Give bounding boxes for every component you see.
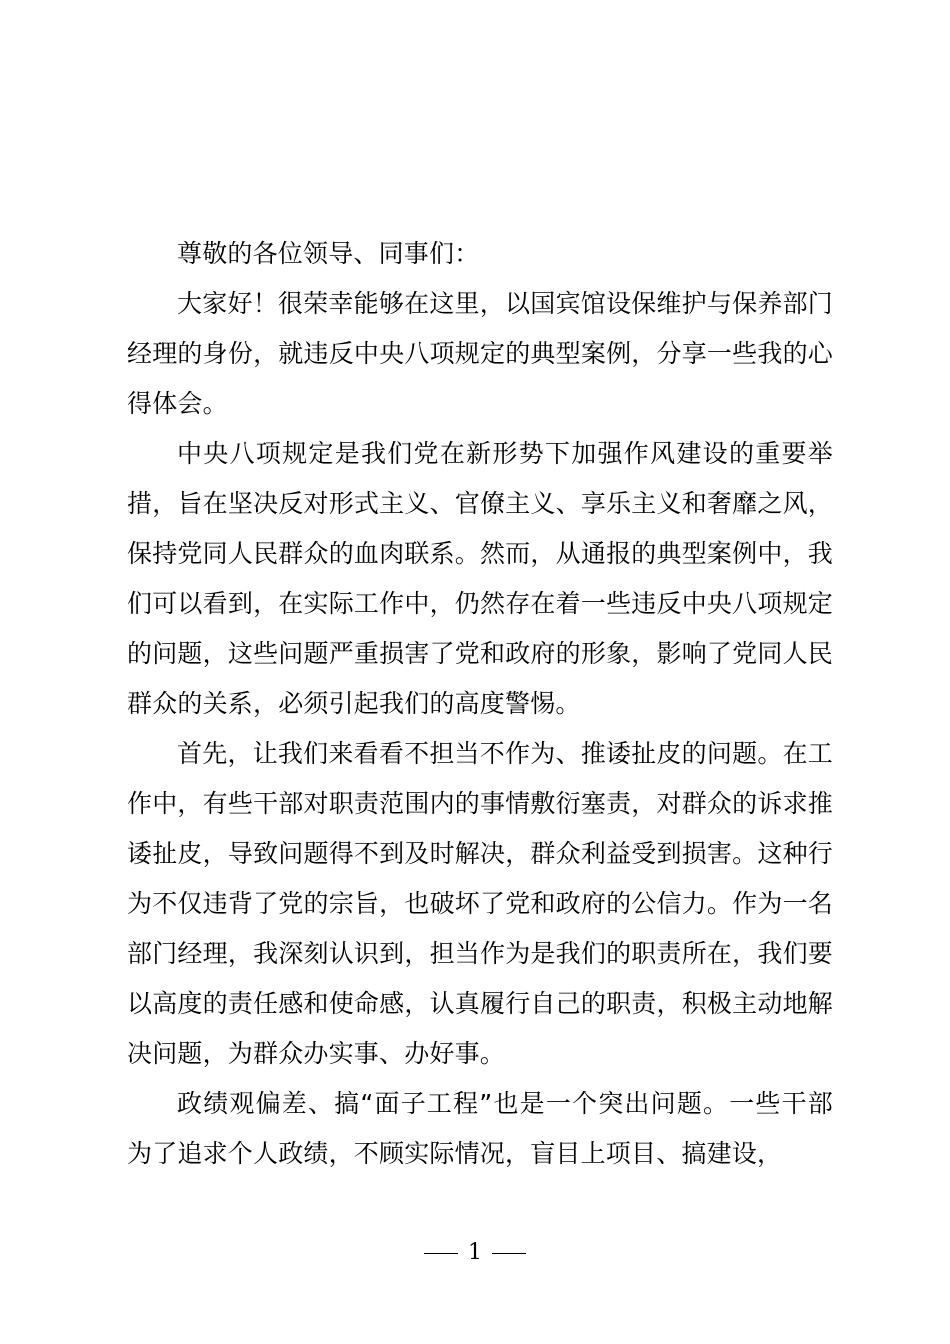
page-number: 1 [468, 1240, 482, 1265]
document-body [127, 229, 833, 1179]
paragraph-eight-rules: 中央八项规定是我们党在新形势下加强作风建设的重要举措，旨在坚决反对形式主义、官僚主义、享乐主义和奢靡之风，保持党同人民群众的血肉联系。然而，从通报的典型案例中，我们可以看到，在实际工作中，仍然存在着一些违反中央八项规定的问题，这些问题严重损害了党和政府的形象，影响了党同人民群众的关系，必须引起我们的高度警惕。 [127, 439, 833, 718]
page-footer [0, 1238, 950, 1268]
paragraph-greeting: 大家好！很荣幸能够在这里，以国宾馆设保维护与保养部门经理的身份，就违反中央八项规定的典型案例，分享一些我的心得体会。 [127, 289, 833, 418]
paragraph-inaction: 首先，让我们来看看不担当不作为、推诿扯皮的问题。在工作中，有些干部对职责范围内的事情敷衍塞责，对群众的诉求推诿扯皮，导致问题得不到及时解决，群众利益受到损害。这种行为不仅违背了党的宗旨，也破坏了党和政府的公信力。作为一名部门经理，我深刻认识到，担当作为是我们的职责所在，我们要以高度的责任感和使命感，认真履行自己的职责，积极主动地解决问题，为群众办实事、办好事。 [127, 739, 833, 1068]
paragraph-vanity-projects: 政绩观偏差、搞“面子工程”也是一个突出问题。一些干部为了追求个人政绩，不顾实际情况，盲目上项目、搞建设， [127, 1089, 833, 1168]
footer-dash-left [424, 1253, 458, 1254]
footer-dash-right [492, 1253, 526, 1254]
salutation: 尊敬的各位领导、同事们： [177, 239, 480, 268]
